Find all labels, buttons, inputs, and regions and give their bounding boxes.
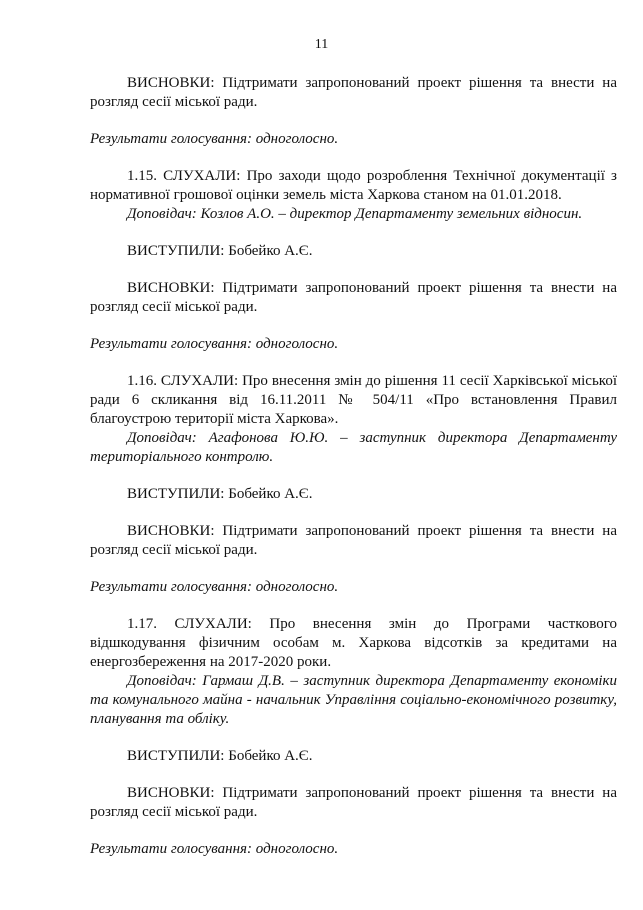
spoke-paragraph: ВИСТУПИЛИ: Бобейко А.Є. — [127, 243, 313, 259]
speaker-1-16: Доповідач: Агафонова Ю.Ю. – заступник директора Департаменту територіального контролю. — [90, 430, 617, 465]
conclusions-paragraph: ВИСНОВКИ: Підтримати запропонований проект рішення та внести на розгляд сесії міської ради. — [90, 785, 617, 820]
heard-item-1-16: 1.16. СЛУХАЛИ: Про внесення змін до рішення 11 сесії Харківської міської ради 6 скликання від 16.11.2011 № 504/11 «Про встановлення Правил благоустрою території міста Харкова». — [90, 373, 617, 427]
conclusions-paragraph: ВИСНОВКИ: Підтримати запропонований проект рішення та внести на розгляд сесії міської ради. — [90, 75, 617, 110]
voting-result: Результати голосування: одноголосно. — [90, 841, 339, 857]
document-body — [90, 74, 617, 859]
voting-result: Результати голосування: одноголосно. — [90, 131, 339, 147]
speaker-1-17: Доповідач: Гармаш Д.В. – заступник директора Департаменту економіки та комунального майна - начальник Управління соціально-економічного розвитку, планування та обліку. — [90, 673, 617, 727]
conclusions-paragraph: ВИСНОВКИ: Підтримати запропонований проект рішення та внести на розгляд сесії міської ради. — [90, 280, 617, 315]
conclusions-paragraph: ВИСНОВКИ: Підтримати запропонований проект рішення та внести на розгляд сесії міської ради. — [90, 523, 617, 558]
voting-result: Результати голосування: одноголосно. — [90, 336, 339, 352]
speaker-1-15: Доповідач: Козлов А.О. – директор Департаменту земельних відносин. — [127, 206, 583, 222]
page-number: 11 — [314, 37, 329, 52]
heard-item-1-15: 1.15. СЛУХАЛИ: Про заходи щодо розроблення Технічної документації з нормативної грошової оцінки земель міста Харкова станом на 01.01.2018. — [90, 168, 617, 203]
heard-item-1-17: 1.17. СЛУХАЛИ: Про внесення змін до Програми часткового відшкодування фізичним особам м. Харкова відсотків за кредитами на енергозбереження на 2017-2020 роки. — [90, 616, 617, 670]
voting-result: Результати голосування: одноголосно. — [90, 579, 339, 595]
spoke-paragraph: ВИСТУПИЛИ: Бобейко А.Є. — [127, 748, 313, 764]
spoke-paragraph: ВИСТУПИЛИ: Бобейко А.Є. — [127, 486, 313, 502]
